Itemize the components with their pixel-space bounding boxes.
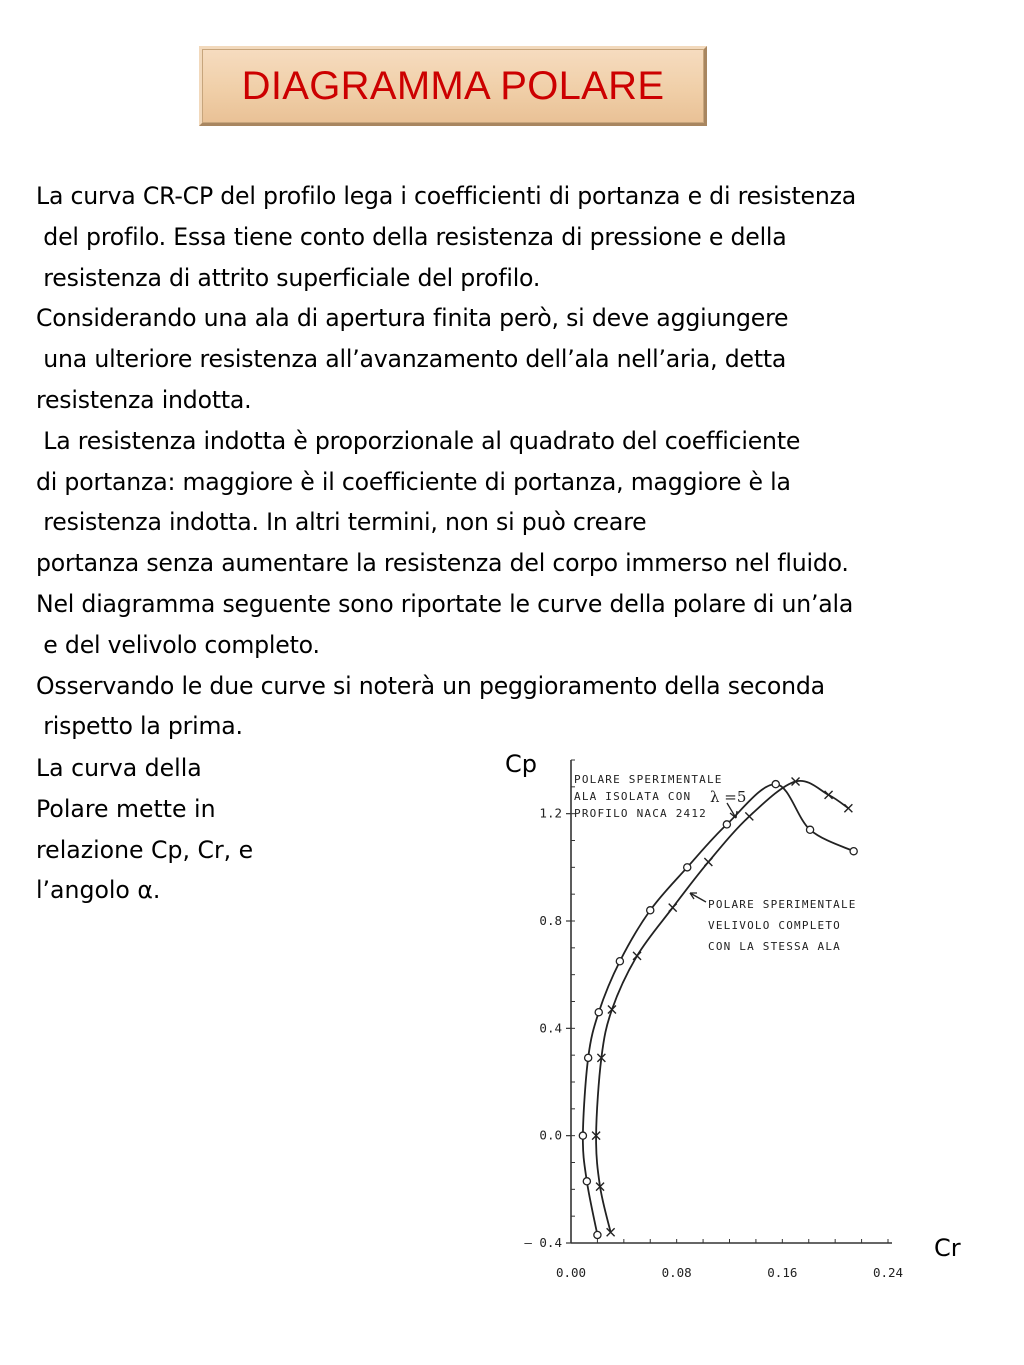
annotation-line: CON LA STESSA ALA (708, 940, 841, 953)
data-point-circle (684, 864, 691, 871)
data-point-x (825, 791, 833, 799)
series-line-2 (596, 781, 848, 1232)
data-point-x (844, 804, 852, 812)
data-point-circle (850, 848, 857, 855)
y-tick-label: 0.8 (539, 913, 562, 928)
paragraph-line: e del velivolo completo. (36, 630, 320, 659)
annotation-line: PROFILO NACA 2412 (574, 807, 707, 820)
side-note-line: l’angolo α. (36, 876, 161, 905)
paragraph-line: resistenza indotta. In altri termini, non si può creare (36, 508, 647, 537)
x-tick-label: 0.24 (872, 1265, 904, 1280)
paragraph-line: La resistenza indotta è proporzionale al quadrato del coefficiente (36, 426, 801, 455)
paragraph-line: resistenza di attrito superficiale del profilo. (36, 263, 541, 292)
data-point-x (745, 812, 753, 820)
paragraph-line: La curva CR-CP del profilo lega i coefficienti di portanza e di resistenza (36, 182, 857, 210)
paragraph-line: di portanza: maggiore è il coefficiente di portanza, maggiore è la (36, 467, 791, 496)
data-point-circle (647, 907, 654, 914)
side-note-line: relazione Cp, Cr, e (36, 835, 254, 864)
annotation-line: POLARE SPERIMENTALE (574, 773, 723, 786)
page-title: DIAGRAMMA POLARE (241, 63, 665, 108)
y-tick-label: – 0.4 (524, 1235, 562, 1250)
data-point-x (669, 904, 677, 912)
data-point-circle (585, 1054, 592, 1061)
paragraph-line: resistenza indotta. (36, 385, 252, 414)
annotation-line: POLARE SPERIMENTALE (708, 898, 857, 911)
data-point-circle (579, 1132, 586, 1139)
data-point-circle (723, 821, 730, 828)
side-note-line: La curva della (36, 754, 202, 782)
paragraph-line: rispetto la prima. (36, 712, 243, 741)
paragraph-line: Nel diagramma seguente sono riportate le curve della polare di un’ala (36, 589, 854, 618)
x-tick-label: 0.16 (767, 1265, 798, 1280)
data-point-circle (616, 958, 623, 965)
y-tick-label: 1.2 (539, 805, 562, 821)
side-note-line: Polare mette in (36, 794, 216, 823)
data-point-circle (595, 1009, 602, 1016)
annotation-line: ALA ISOLATA CON (574, 790, 692, 803)
x-axis-label: Cr (934, 1234, 961, 1262)
x-tick-label: 0.00 (555, 1265, 587, 1280)
data-point-circle (594, 1231, 601, 1238)
x-tick-label: 0.08 (661, 1265, 692, 1280)
lambda-label: λ =5 (710, 788, 747, 806)
data-point-circle (806, 826, 813, 833)
data-point-circle (583, 1178, 590, 1185)
paragraph-line: Osservando le due curve si noterà un peggioramento della seconda (36, 671, 825, 700)
data-point-x (633, 952, 641, 960)
data-point-x (704, 858, 712, 866)
data-point-circle (772, 781, 779, 788)
y-tick-label: 0.0 (539, 1127, 562, 1143)
y-axis-label: Cp (505, 750, 537, 778)
paragraph-line: una ulteriore resistenza all’avanzamento dell’ala nell’aria, detta (36, 345, 787, 374)
paragraph-line: portanza senza aumentare la resistenza del corpo immerso nel fluido. (36, 549, 849, 578)
y-tick-label: 0.4 (539, 1020, 562, 1036)
annotation-line: VELIVOLO COMPLETO (708, 919, 841, 932)
paragraph-line: Considerando una ala di apertura finita però, si deve aggiungere (36, 304, 789, 333)
series-line-1 (583, 784, 854, 1235)
paragraph-line: del profilo. Essa tiene conto della resistenza di pressione e della (36, 222, 787, 251)
data-point-x (608, 1006, 616, 1014)
